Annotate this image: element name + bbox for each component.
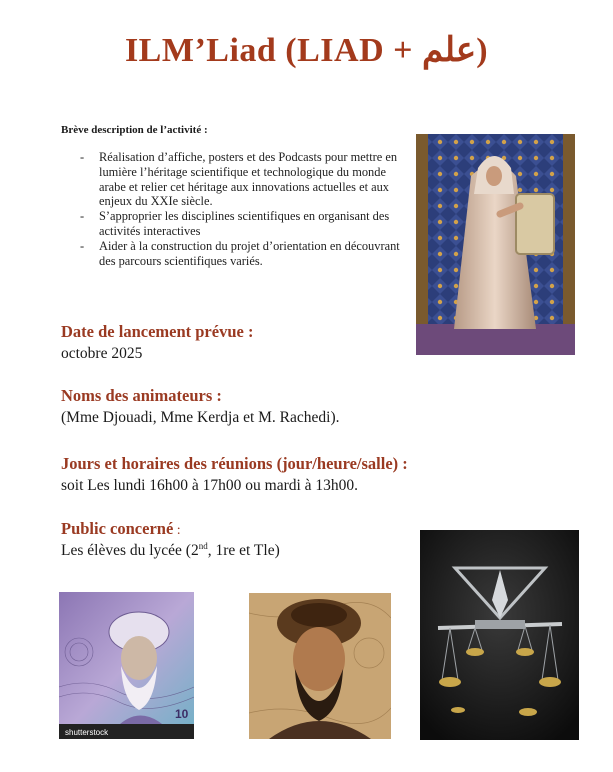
- banknote-portrait-image: [59, 592, 194, 739]
- banknote-number: 10: [175, 707, 189, 721]
- banknote-watermark-text: shutterstock: [65, 728, 109, 737]
- launch-date-heading: Date de lancement prévue :: [61, 322, 254, 341]
- activity-list: [80, 150, 402, 268]
- launch-date-value: octobre 2025: [61, 345, 143, 362]
- animators-value: (Mme Djouadi, Mme Kerdja et M. Rachedi).: [61, 409, 340, 426]
- audience-value-sup: nd: [198, 541, 208, 551]
- audience-heading-colon: :: [173, 523, 181, 538]
- bullet-dash: -: [80, 238, 85, 253]
- audience-value: [61, 541, 280, 560]
- list-item: [80, 239, 402, 269]
- schedule-heading: Jours et horaires des réunions (jour/heure/salle) :: [61, 454, 408, 473]
- schedule-value: soit Les lundi 16h00 à 17h00 ou mardi à 13h00.: [61, 477, 359, 494]
- audience-value-prefix: Les élèves du lycée (2: [61, 542, 199, 560]
- list-item: [80, 209, 402, 239]
- list-item-text: Réalisation d’affiche, posters et des Podcasts pour mettre en lumière l’héritage scientifique et technologique du monde arabe et relier cet héritage aux innovations actuelles et aux enjeux du XXIe siècle.: [99, 150, 398, 209]
- brief-description-heading: Brève description de l’activité :: [61, 124, 208, 136]
- bullet-dash: -: [80, 150, 85, 164]
- scholar-painting-image: [249, 593, 391, 739]
- list-item-text: S’approprier les disciplines scientifiques en organisant des activités interactives: [99, 209, 390, 238]
- audience-heading-label: Public concerné: [61, 519, 174, 538]
- list-item-text: Aider à la construction du projet d’orientation en découvrant des parcours scientifiques variés.: [99, 238, 400, 268]
- list-item: [80, 150, 402, 209]
- bullet-dash: -: [80, 209, 85, 224]
- balance-scale-image: [420, 530, 579, 740]
- animators-heading: Noms des animateurs :: [61, 386, 222, 405]
- scholar-statue-image: [416, 134, 575, 355]
- audience-value-suffix: , 1re et Tle): [207, 542, 280, 560]
- audience-heading: [61, 519, 181, 539]
- page-title: ILM’Liad (LIAD + علم): [124, 32, 489, 69]
